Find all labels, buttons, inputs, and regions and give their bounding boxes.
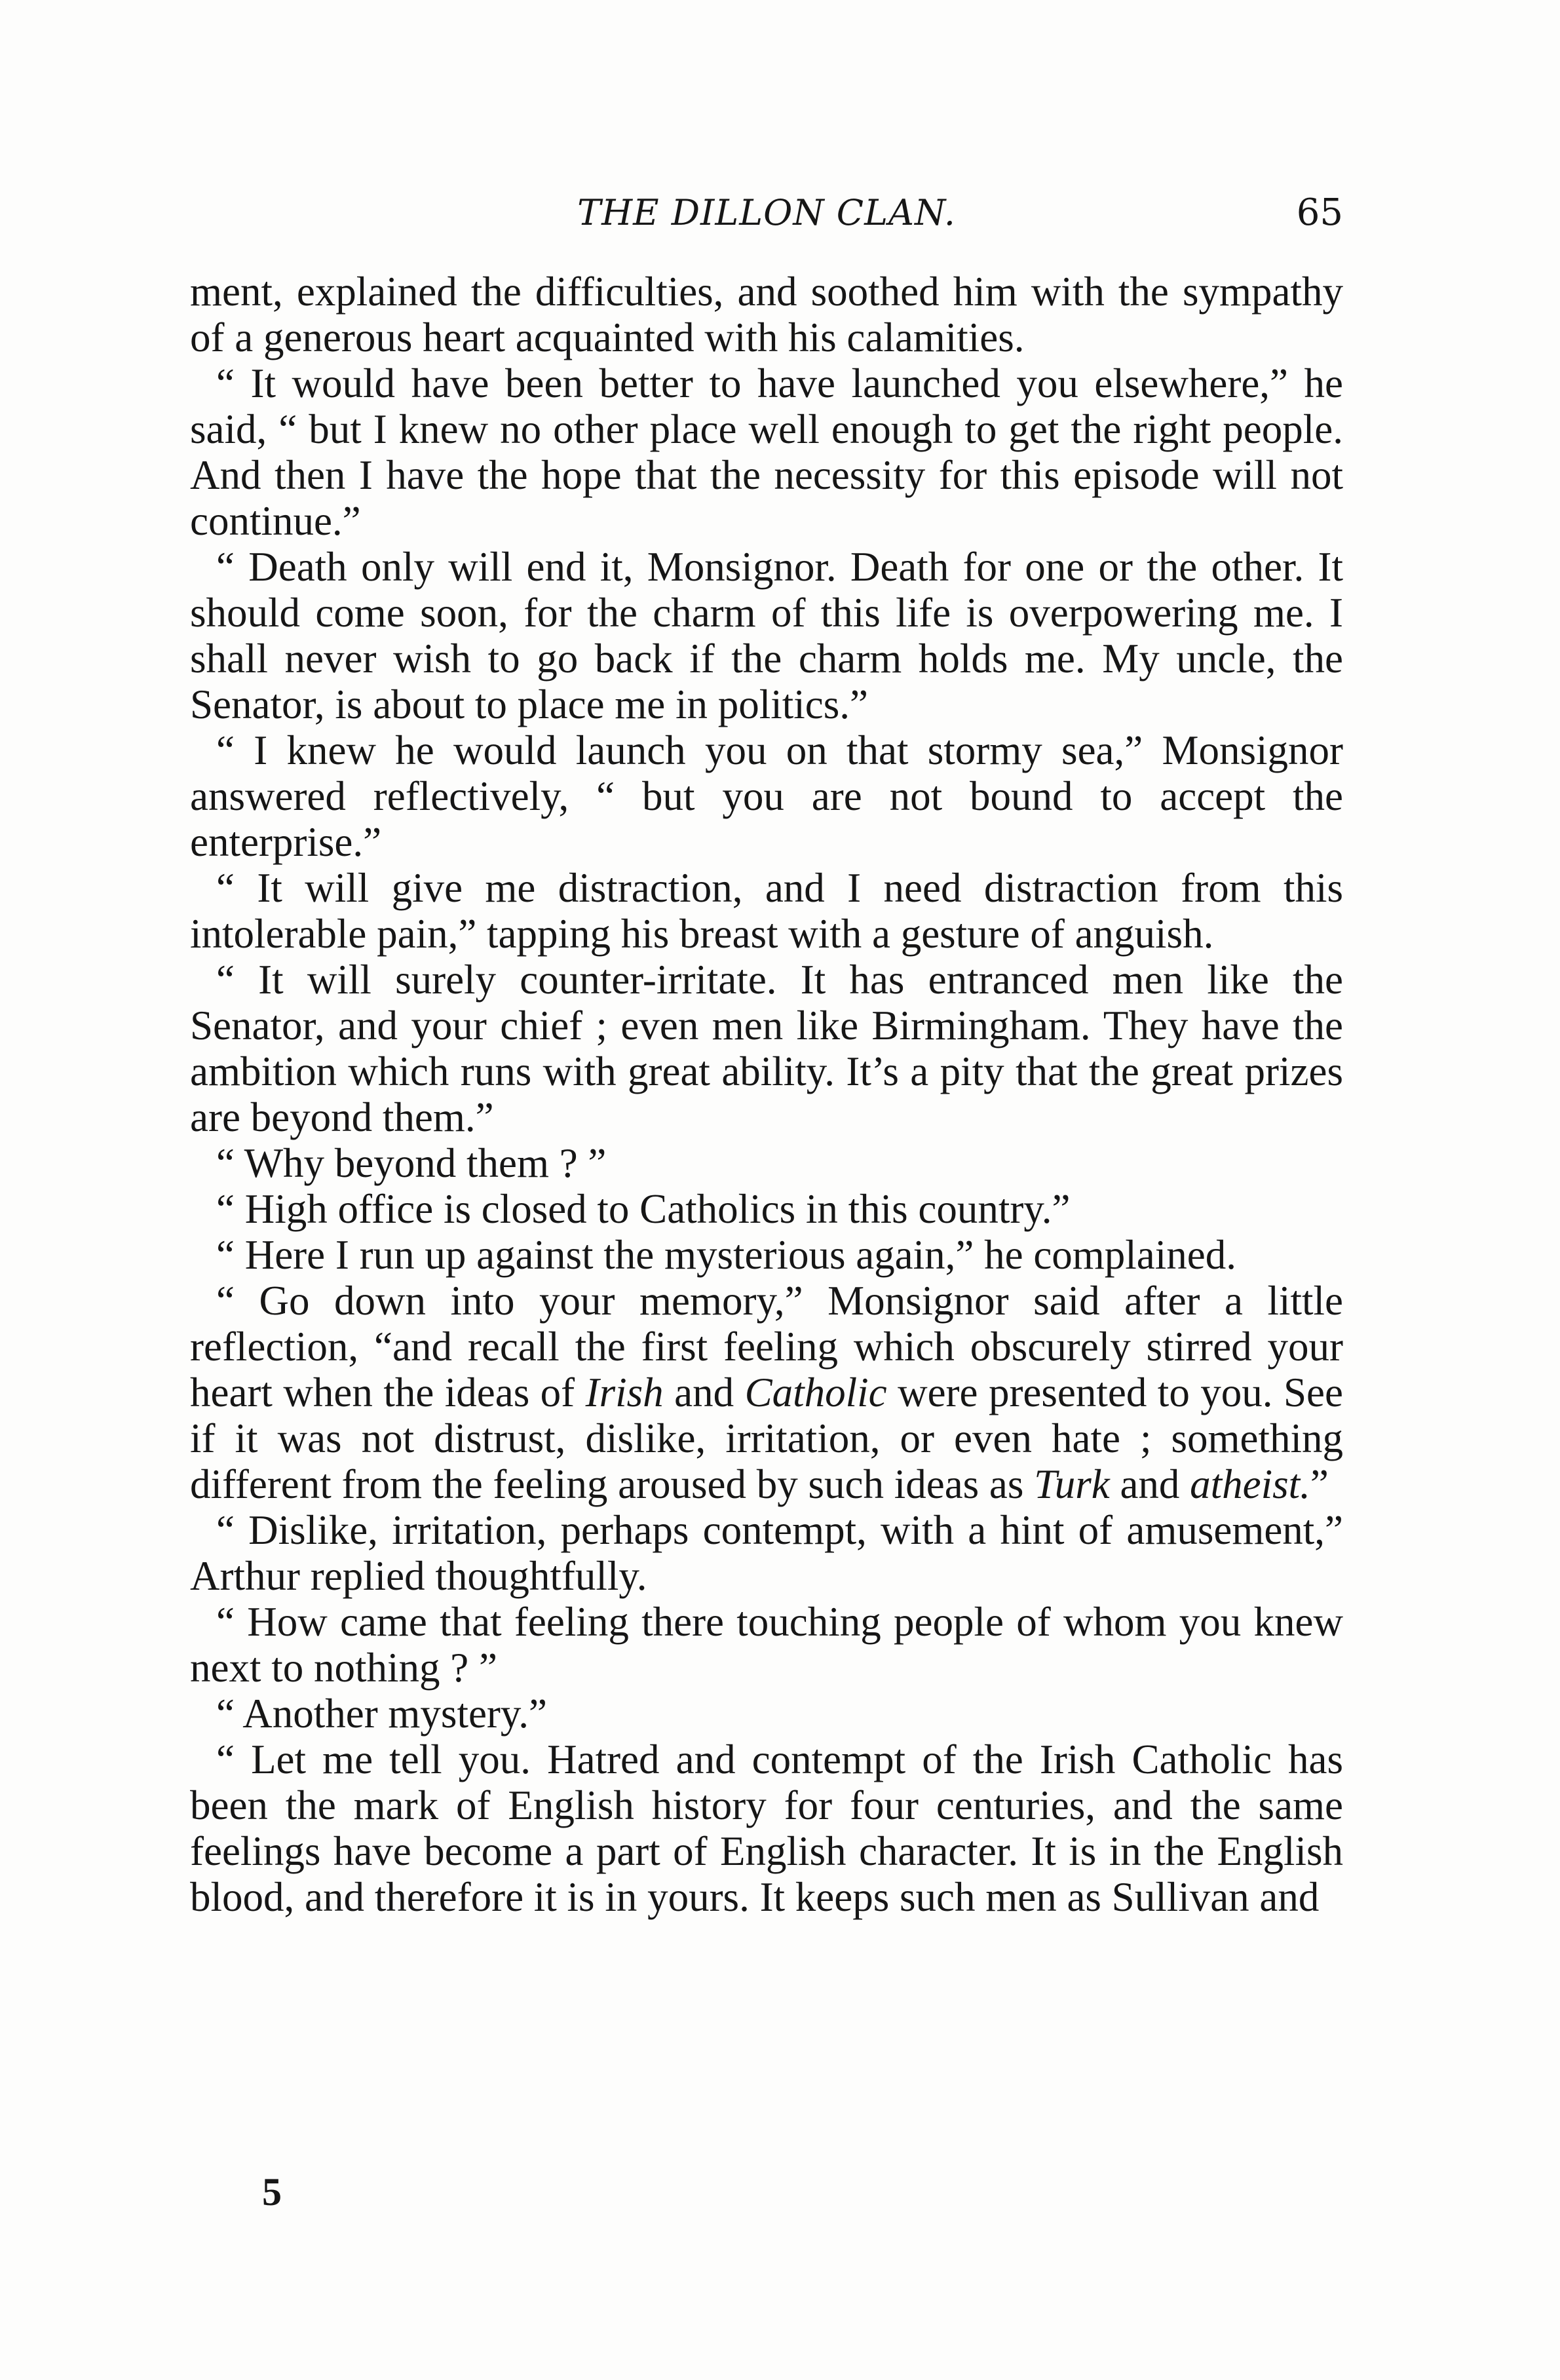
running-title: THE DILLON CLAN. (577, 192, 956, 233)
text-run: “ Go down into your memory,” Monsignor said after a little reflection, “and recall the first feeling which obscurely stirred your heart when the ideas of (190, 1278, 1343, 1415)
paragraph: “ It would have been better to have launched you elsewhere,” he said, “ but I knew no other place well enough to get the right people. And then I have the hope that the necessity for this episode will not continue.” (190, 360, 1343, 544)
paragraph: “ How came that feeling there touching people of whom you knew next to nothing ? ” (190, 1599, 1343, 1691)
page-number: 65 (1296, 191, 1343, 234)
paragraph: “ Let me tell you. Hatred and contempt of the Irish Catholic has been the mark of English history for four centuries, and the same feelings have become a part of English character. It is in the English blood, and therefore it is in yours. It keeps such men as Sullivan and (190, 1737, 1343, 1920)
italic-term: Catholic (744, 1370, 887, 1415)
signature-mark: 5 (262, 2170, 282, 2214)
paragraph: “ It will give me distraction, and I need distraction from this intolerable pain,” tapping his breast with a gesture of anguish. (190, 865, 1343, 957)
paragraph: ment, explained the difficulties, and soothed him with the sympathy of a generous heart acquainted with his calamities. (190, 269, 1343, 360)
paragraph: “ Another mystery.” (216, 1691, 548, 1737)
italic-term: Turk (1034, 1461, 1110, 1507)
body-text (190, 269, 1343, 1920)
text-run: ” (1310, 1461, 1329, 1507)
paragraph: “ Dislike, irritation, perhaps contempt, with a hint of amusement,” Arthur replied thoughtfully. (190, 1507, 1343, 1599)
paragraph: “ It will surely counter-irritate. It has entranced men like the Senator, and your chief ; even men like Birmingham. They have the ambition which runs with great ability. It’s a pity that the great prizes are beyond them.” (190, 957, 1343, 1140)
italic-term: Irish (585, 1370, 664, 1415)
paragraph: “ Here I run up against the mysterious again,” he complained. (216, 1232, 1236, 1278)
page-header (190, 187, 1343, 239)
text-run: and (663, 1370, 745, 1415)
italic-term: atheist. (1190, 1461, 1310, 1507)
paragraph: “ High office is closed to Catholics in this country.” (216, 1186, 1071, 1232)
paragraph (190, 1278, 1343, 1507)
paragraph: “ Death only will end it, Monsignor. Death for one or the other. It should come soon, for the charm of this life is overpowering me. I shall never wish to go back if the charm holds me. My uncle, the Senator, is about to place me in politics.” (190, 544, 1343, 727)
text-run: were presented to you. See if it was not distrust, dislike, irritation, or even hate ; something different from the feeling aroused by such ideas as (190, 1370, 1343, 1507)
paragraph: “ I knew he would launch you on that stormy sea,” Monsignor answered reflectively, “ but you are not bound to accept the enterprise.” (190, 727, 1343, 865)
paragraph: “ Why beyond them ? ” (216, 1140, 607, 1186)
text-run: and (1109, 1461, 1190, 1507)
